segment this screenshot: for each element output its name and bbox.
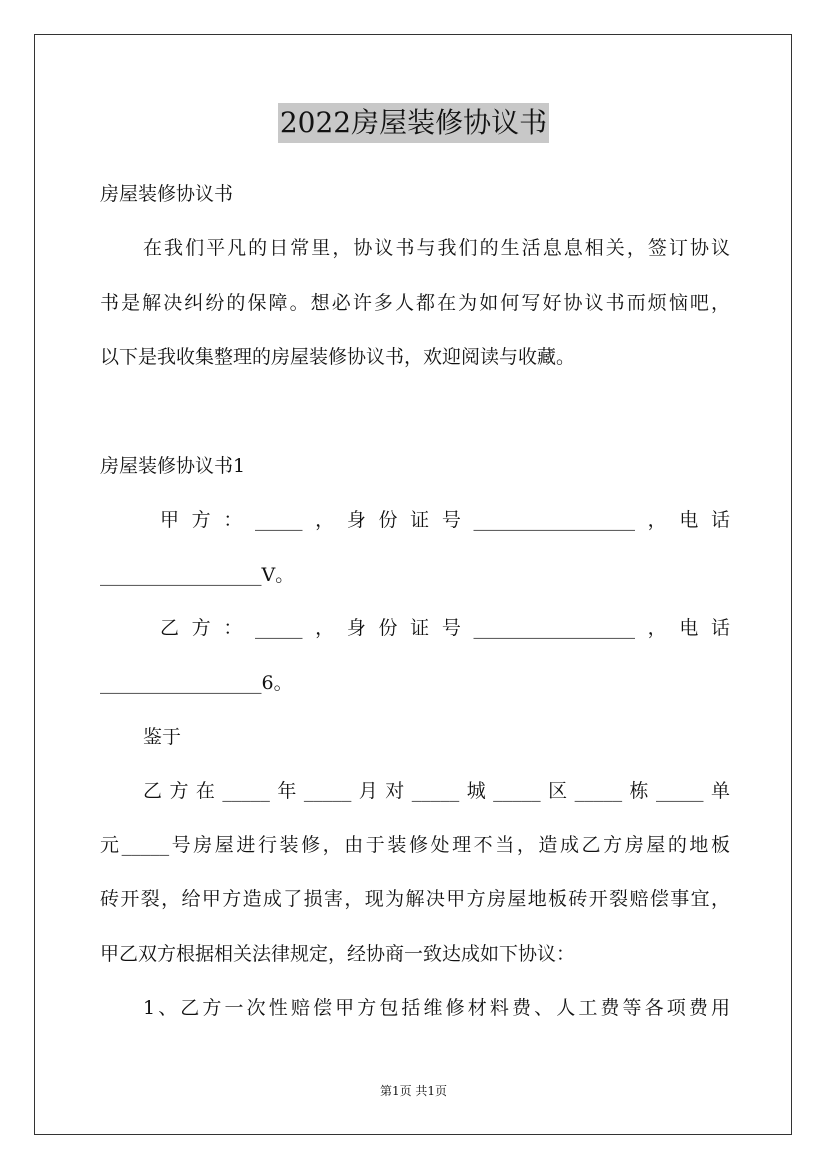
title-container: [0, 103, 827, 143]
intro-line-2: 书是解决纠纷的保障。想必许多人都在为如何写好协议书而烦恼吧，: [100, 292, 730, 314]
document-title: 2022房屋装修协议书: [278, 103, 549, 143]
agreement-heading: 房屋装修协议书1: [100, 455, 246, 477]
body-line-4: 甲乙双方根据相关法律规定，经协商一致达成如下协议：: [100, 943, 576, 965]
body-line-2: 元_____号房屋进行装修，由于装修处理不当，造成乙方房屋的地板: [100, 834, 730, 856]
intro-line-3: 以下是我收集整理的房屋装修协议书，欢迎阅读与收藏。: [100, 346, 576, 368]
body-line-1: 乙方在_____年_____月对_____城_____区_____栋_____单: [143, 780, 730, 802]
party-b-line: 乙方：_____，身份证号_________________，电话: [160, 617, 730, 639]
clause-1-line: 1、乙方一次性赔偿甲方包括维修材料费、人工费等各项费用: [143, 997, 730, 1019]
whereas-line: 鉴于: [143, 726, 182, 748]
page-footer: 第1页 共1页: [379, 1084, 448, 1098]
body-line-3: 砖开裂，给甲方造成了损害，现为解决甲方房屋地板砖开裂赔偿事宜，: [100, 888, 730, 910]
section-heading: 房屋装修协议书: [100, 183, 234, 205]
party-a-line: 甲方：_____，身份证号_________________，电话: [160, 509, 730, 531]
party-a-phone-line: _________________V。: [100, 564, 295, 586]
intro-line-1: 在我们平凡的日常里，协议书与我们的生活息息相关，签订协议: [143, 237, 730, 259]
party-b-phone-line: _________________6。: [100, 672, 293, 694]
